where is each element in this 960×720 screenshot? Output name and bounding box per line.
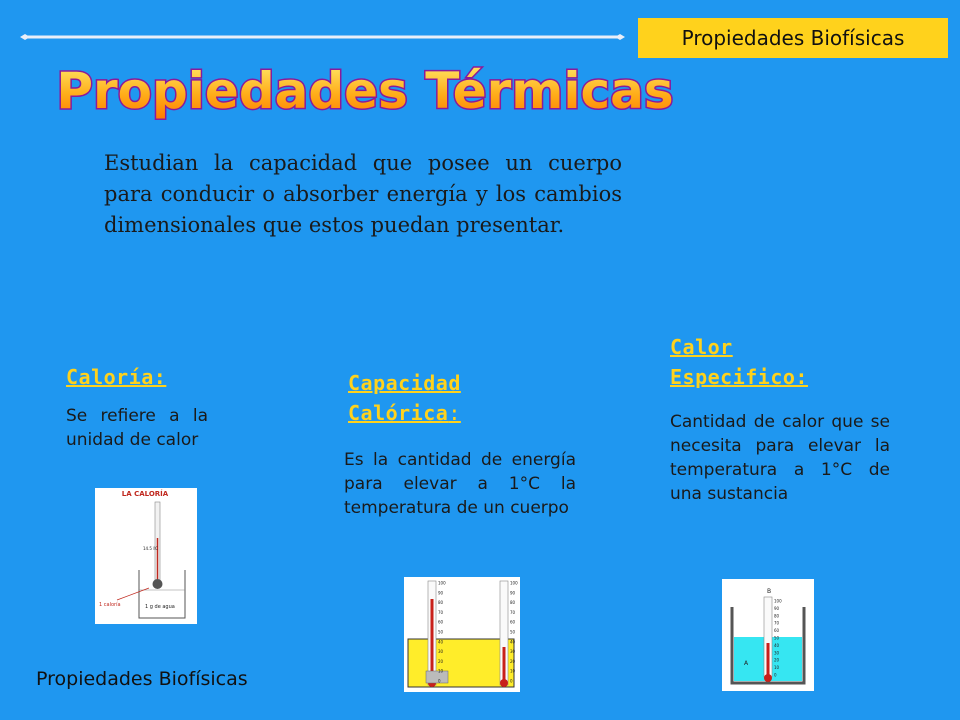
capacidad-tick-a: 50 xyxy=(438,629,444,635)
especifico-tick: 20 xyxy=(774,657,780,663)
especifico-label-top: B xyxy=(767,588,772,595)
capacidad-tick-b: 60 xyxy=(510,619,516,625)
capacidad-tick-b: 10 xyxy=(510,668,516,674)
especifico-tick: 70 xyxy=(774,620,780,626)
heading-capacidad-text: Capacidad Calórica xyxy=(348,371,461,425)
especifico-tick: 30 xyxy=(774,650,780,656)
page-title xyxy=(56,52,674,132)
capacidad-tick-b: 0 xyxy=(510,678,513,684)
capacidad-tick-a: 70 xyxy=(438,609,444,615)
especifico-tick: 40 xyxy=(774,642,780,648)
caloria-illustration xyxy=(95,488,197,624)
capacidad-tick-a: 20 xyxy=(438,658,444,664)
especifico-tick: 60 xyxy=(774,628,780,634)
capacidad-tick-a: 30 xyxy=(438,649,444,655)
capacidad-tick-a: 90 xyxy=(438,590,444,596)
caloria-figure-title: LA CALORÍA xyxy=(121,490,169,498)
capacidad-tick-b: 80 xyxy=(510,600,516,606)
capacidad-tick-b: 100 xyxy=(510,580,518,586)
especifico-label-left: A xyxy=(744,660,749,667)
header-badge: Propiedades Biofísicas xyxy=(638,18,948,58)
especifico-tick: 0 xyxy=(774,672,777,678)
caloria-label-left: 1 caloría xyxy=(99,602,121,608)
page-title-text: Propiedades Térmicas xyxy=(56,62,674,120)
heading-capacidad-suffix: : xyxy=(448,401,461,425)
especifico-tick: 100 xyxy=(774,598,782,604)
capacidad-tick-a: 0 xyxy=(438,678,441,684)
heading-caloria: Caloría: xyxy=(66,365,167,389)
caloria-label-right: 1 g de agua xyxy=(145,604,175,610)
especifico-tick: 10 xyxy=(774,665,780,671)
header-divider-line xyxy=(20,34,625,40)
capacidad-tick-b: 90 xyxy=(510,590,516,596)
body-caloria: Se refiere a la unidad de calor xyxy=(66,406,208,450)
especifico-tick: 80 xyxy=(774,613,780,619)
capacidad-tick-a: 80 xyxy=(438,600,444,606)
body-especifico: Cantidad de calor que se necesita para elevar la temperatura a 1°C de una sustancia xyxy=(670,412,890,504)
especifico-illustration xyxy=(722,579,814,691)
especifico-tick: 50 xyxy=(774,635,780,641)
especifico-tick: 90 xyxy=(774,605,780,611)
capacidad-tick-a: 100 xyxy=(438,580,446,586)
intro-paragraph: Estudian la capacidad que posee un cuerpo para conducir o absorber energía y los cambios dimensionales que estos puedan presentar. xyxy=(104,151,622,237)
capacidad-tick-a: 60 xyxy=(438,619,444,625)
footer-text: Propiedades Biofísicas xyxy=(36,668,248,690)
body-capacidad: Es la cantidad de energía para elevar a 1°C la temperatura de un cuerpo xyxy=(344,450,576,518)
caloria-temp-label: 14.5 °C xyxy=(143,546,158,551)
capacidad-tick-b: 70 xyxy=(510,609,516,615)
capacidad-tick-b: 50 xyxy=(510,629,516,635)
capacidad-tick-b: 20 xyxy=(510,658,516,664)
capacidad-tick-b: 30 xyxy=(510,649,516,655)
heading-especifico: Calor Especifico: xyxy=(670,335,808,389)
capacidad-tick-b: 40 xyxy=(510,639,516,645)
capacidad-illustration xyxy=(404,577,520,692)
heading-capacidad xyxy=(348,368,548,428)
capacidad-tick-a: 40 xyxy=(438,639,444,645)
capacidad-tick-a: 10 xyxy=(438,668,444,674)
